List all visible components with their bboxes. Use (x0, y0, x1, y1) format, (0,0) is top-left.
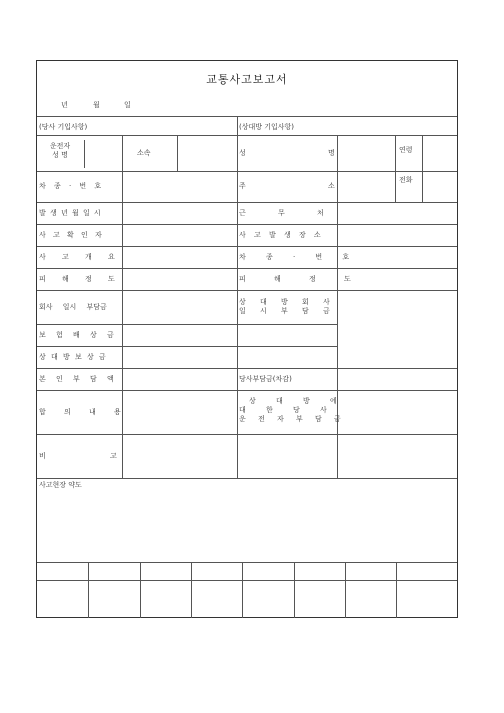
name-label: 성 명 (239, 149, 335, 157)
vehicle-label: 차 종 · 번 호 (39, 182, 102, 190)
accident-place-label: 사 고 발 생 장 소 (239, 231, 321, 239)
company-burden-label: 회사 일시 부담금 (39, 303, 107, 311)
our-burden-label: 당사부담금(차감) (239, 375, 292, 383)
date-year: 년 (61, 101, 68, 109)
confirmer-label: 사 고 확 인 자 (39, 231, 102, 239)
left-section-header: (당사 기입사항) (39, 123, 88, 131)
damage-label: 피 해 정 도 (39, 275, 115, 283)
remarks-label: 비 고 (39, 452, 117, 460)
right-section-header: (상대방 기입사항) (239, 123, 295, 131)
driver-label: 운전자 (49, 142, 71, 150)
driver-name-label: 성 명 (52, 151, 68, 159)
age-label: 연령 (399, 146, 413, 154)
overview-label: 사 고 개 요 (39, 253, 115, 261)
driver-burden-label-1: 상 대 방 에 (249, 397, 337, 405)
opp-compensation-label: 상 대 방 보 상 금 (39, 353, 106, 361)
opp-company-label: 상 대 방 회 사 (239, 298, 330, 306)
driver-burden-label-3: 운 전 자 부 담 금 (239, 415, 341, 423)
opp-damage-label: 피 해 정 도 (239, 275, 351, 283)
address-label: 주 소 (239, 182, 335, 190)
agreement-label: 합 의 내 용 (39, 408, 121, 416)
affiliation-label: 소속 (137, 149, 151, 157)
self-burden-label: 본 인 부 담 액 (39, 375, 114, 383)
date-day: 일 (124, 101, 131, 109)
form-title: 교통사고보고서 (206, 73, 288, 86)
workplace-label: 근 무 처 (239, 209, 324, 217)
sketch-label: 사고현장 약도 (39, 481, 82, 489)
accident-report-form (36, 60, 458, 618)
insurance-label: 보 험 배 상 금 (39, 331, 114, 339)
phone-label: 전화 (399, 176, 413, 184)
date-month: 월 (93, 101, 100, 109)
driver-burden-label-2: 대 한 당 사 (239, 406, 327, 414)
datetime-label: 발 생 년 월 일 시 (39, 209, 101, 217)
opp-vehicle-label: 차 종 · 번 호 (239, 253, 350, 261)
opp-company-burden-label: 일 시 부 담 금 (239, 307, 330, 315)
